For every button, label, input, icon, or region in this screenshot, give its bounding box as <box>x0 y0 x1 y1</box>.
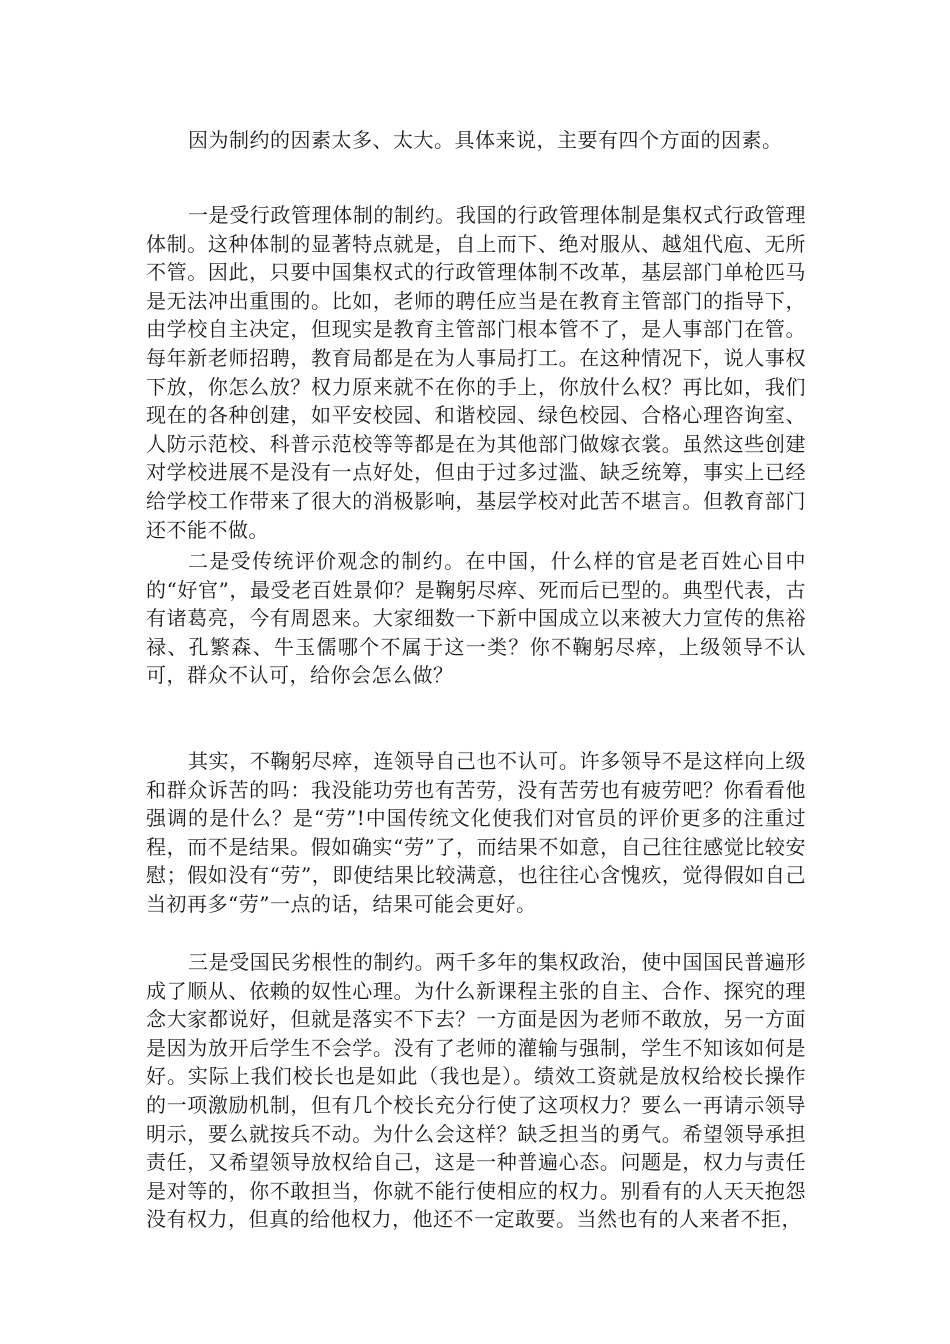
paragraph-intro: 因为制约的因素太多、太大。具体来说，主要有四个方面的因素。 <box>188 128 783 152</box>
paragraph-administrative-system: 一是受行政管理体制的制约。我国的行政管理体制是集权式行政管理体制。这种体制的显著特点就是，自上而下、绝对服从、越俎代庖、无所不管。因此，只要中国集权式的行政管理体制不改革，基层部门单枪匹马是无法冲出重围的。比如，老师的聘任应当是在教育主管部门的指导下，由学校自主决定，但现实是教育主管部门根本管不了，是人事部门在管。每年新老师招聘，教育局都是在为人事局打工。在这种情况下，说人事权下放，你怎么放？权力原来就不在你的手上，你放什么权？再比如，我们现在的各种创建，如平安校园、和谐校园、绿色校园、合格心理咨询室、人防示范校、科普示范校等等都是在为其他部门做嫁衣裳。虽然这些创建对学校进展不是没有一点好处，但由于过多过滥、缺乏统筹，事实上已经给学校工作带来了很大的消极影响，基层学校对此苦不堪言。但教育部门还不能不做。 <box>146 203 806 542</box>
paragraph-national-character: 三是受国民劣根性的制约。两千多年的集权政治，使中国国民普遍形成了顺从、依赖的奴性心理。为什么新课程主张的自主、合作、探究的理念大家都说好，但就是落实不下去？一方面是因为老师不敢放，另一方面是因为放开后学生不会学。没有了老师的灌输与强制，学生不知该如何是好。实际上我们校长也是如此（我也是）。绩效工资就是放权给校长操作的一项激励机制，但有几个校长充分行使了这项权力？要么一再请示领导明示，要么就按兵不动。为什么会这样？缺乏担当的勇气。希望领导承担责任，又希望领导放权给自己，这是一种普遍心态。问题是，权力与责任是对等的，你不敢担当，你就不能行使相应的权力。别看有的人天天抱怨没有权力，但真的给他权力，他还不一定敢要。当然也有的人来者不拒， <box>146 950 806 1232</box>
paragraph-traditional-evaluation: 二是受传统评价观念的制约。在中国，什么样的官是老百姓心目中的“好官”，最受老百姓景仰？是鞠躬尽瘁、死而后已型的。典型代表，古有诸葛亮，今有周恩来。大家细数一下新中国成立以来被大力宣传的焦裕禄、孔繁森、牛玉儒哪个不属于这一类？你不鞠躬尽瘁，上级领导不认可，群众不认可，给你会怎么做？ <box>146 549 806 688</box>
paragraph-leaders-recognition: 其实，不鞠躬尽瘁，连领导自己也不认可。许多领导不是这样向上级和群众诉苦的吗：我没能功劳也有苦劳，没有苦劳也有疲劳吧？你看看他强调的是什么？是“劳”!中国传统文化使我们对官员的评价更多的注重过程，而不是结果。假如确实“劳”了，而结果不如意，自己往往感觉比较安慰；假如没有“劳”，即使结果比较满意，也往往心含愧疚，觉得假如自己当初再多“劳”一点的话，结果可能会更好。 <box>146 749 806 916</box>
